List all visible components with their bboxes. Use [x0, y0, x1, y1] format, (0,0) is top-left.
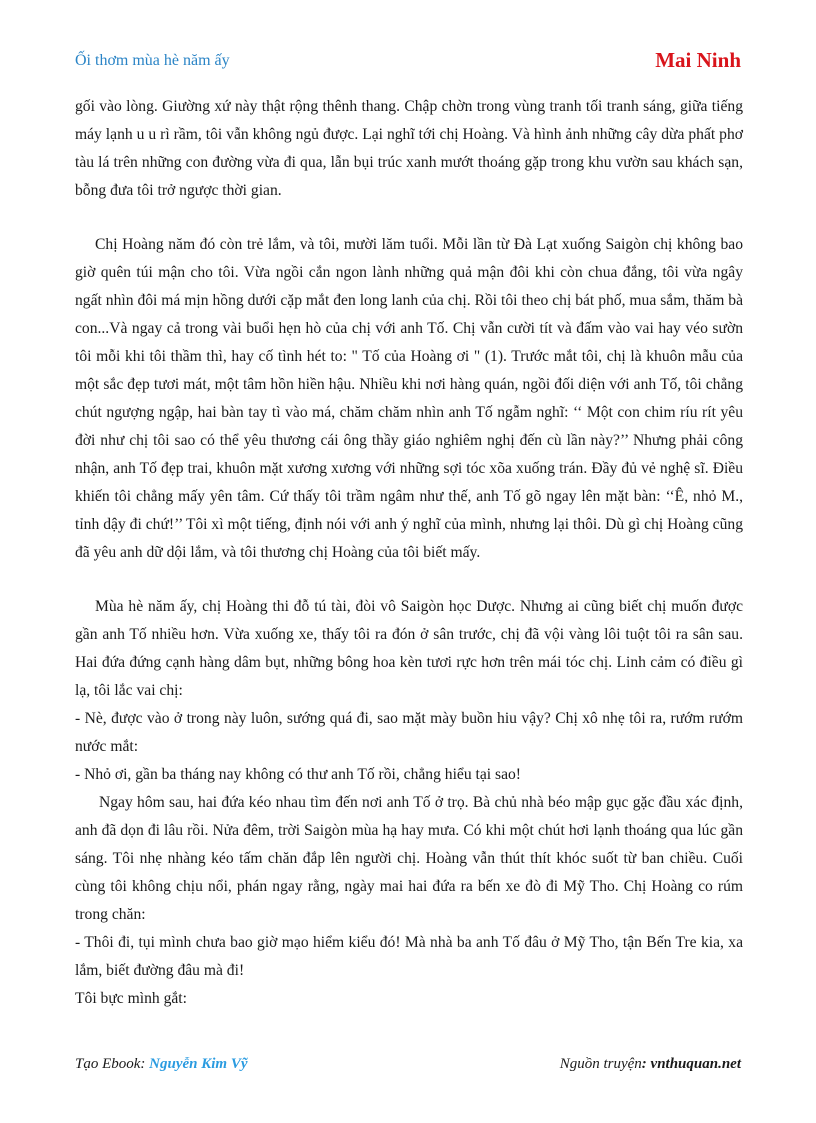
- paragraph-1: gối vào lòng. Giường xứ này thật rộng thênh thang. Chập chờn trong vùng tranh tối tranh sáng, giữa tiếng máy lạnh u u rì rầm, tôi vẫn không ngủ được. Lại nghĩ tới chị Hoàng. Và hình ảnh những cây dừa phất phơ tàu lá trên những con đường vừa đi qua, lẫn bụi trúc xanh mướt thoáng gặp trong khu vườn sau khách sạn, bỗng đưa tôi trở ngược thời gian.: [75, 98, 743, 199]
- author-name: Mai Ninh: [655, 48, 741, 72]
- paragraph-2: Chị Hoàng năm đó còn trẻ lắm, và tôi, mười lăm tuổi. Mỗi lần từ Đà Lạt xuống Saigòn chị không bao giờ quên túi mận cho tôi. Vừa ngồi cắn ngon lành những quả mận đôi khi còn chua đắng, tôi vừa ngây ngất nhìn đôi má mịn hồng dưới cặp mắt đen long lanh của chị. Rồi tôi theo chị bát phố, mua sắm, thăm bà con...Và ngay cả trong vài buổi hẹn hò của chị với anh Tố. Chị vẫn cười tít và đấm vào vai hay véo sườn tôi mỗi khi tôi thầm thì, hay cố tình hét to: " Tố của Hoàng ơi " (1). Trước mắt tôi, chị là khuôn mẫu của một sắc đẹp tươi mát, một tâm hồn hiền hậu. Nhiều khi nơi hàng quán, ngồi đối diện với anh Tố, tôi chẳng chút ngượng ngập, hai bàn tay tì vào má, chăm chăm nhìn anh Tố ngẫm nghĩ: ‘‘ Một con chim ríu rít yêu đời như chị tôi sao có thể yêu thương cái ông thầy giáo nghiêm nghị đến cù lần này?’’ Nhưng phải công nhận, anh Tố đẹp trai, khuôn mặt xương xương với những sợi tóc xõa xuống trán. Đầy đủ vẻ nghệ sĩ. Điều khiến tôi chẳng mấy yên tâm. Cứ thấy tôi trầm ngâm như thế, anh Tố gõ ngay lên mặt bàn: ‘‘Ê, nhỏ M., tỉnh dậy đi chứ!’’ Tôi xì một tiếng, định nói với anh ý nghĩ của mình, nhưng lại thôi. Dù gì chị Hoàng cũng đã yêu anh dữ dội lắm, và tôi thương chị Hoàng của tôi biết mấy.: [75, 236, 743, 561]
- source-separator: :: [641, 1056, 651, 1072]
- dialogue-line-2: - Nhỏ ơi, gần ba tháng nay không có thư anh Tố rồi, chẳng hiểu tại sao!: [75, 766, 521, 783]
- paragraph-gap: [75, 567, 743, 593]
- paragraph-3: Mùa hè năm ấy, chị Hoàng thi đỗ tú tài, đòi vô Saigòn học Dược. Nhưng ai cũng biết chị muốn được gần anh Tố nhiều hơn. Vừa xuống xe, thấy tôi ra đón ở sân trước, chị đã vội vàng lôi tuột tôi ra sân sau. Hai đứa đứng cạnh hàng dâm bụt, những bông hoa kèn tươi rực hơn trên mái tóc chị. Linh cảm có điều gì lạ, tôi lắc vai chị:: [75, 598, 743, 699]
- source-site: vnthuquan.net: [650, 1056, 741, 1072]
- ebook-separator: :: [140, 1056, 150, 1072]
- paragraph-5: Tôi bực mình gắt:: [75, 990, 187, 1007]
- ebook-creator-name: Nguyễn Kim Vỹ: [149, 1056, 248, 1072]
- paragraph-4: Ngay hôm sau, hai đứa kéo nhau tìm đến nơi anh Tố ở trọ. Bà chủ nhà béo mập gục gặc đầu xác định, anh đã dọn đi lâu rồi. Nửa đêm, trời Saigòn mùa hạ hay mưa. Có khi một chút hơi lạnh thoáng qua lúc gần sáng. Tôi nhẹ nhàng kéo tấm chăn đắp lên người chị. Hoàng vẫn thút thít khóc suốt từ ban chiều. Cuối cùng tôi không chịu nổi, phán ngay rằng, ngày mai hai đứa ra bến xe đò đi Mỹ Tho. Chị Hoàng co rúm trong chăn:: [75, 794, 743, 923]
- ebook-label: Tạo Ebook: [75, 1056, 141, 1072]
- source-label: Nguồn truyện: [559, 1056, 642, 1072]
- source-credit: [560, 1056, 741, 1073]
- ebook-credit: [75, 1056, 248, 1073]
- paragraph-gap: [75, 205, 743, 231]
- story-body: [75, 93, 743, 1013]
- dialogue-line-3: - Thôi đi, tụi mình chưa bao giờ mạo hiểm kiểu đó! Mà nhà ba anh Tố đâu ở Mỹ Tho, tận Bến Tre kia, xa lắm, biết đường đâu mà đi!: [75, 934, 743, 979]
- dialogue-line-1: - Nè, được vào ở trong này luôn, sướng quá đi, sao mặt mày buồn hiu vậy? Chị xô nhẹ tôi ra, rướm rướm nước mắt:: [75, 710, 743, 755]
- book-title: Ối thơm mùa hè năm ấy: [75, 52, 230, 69]
